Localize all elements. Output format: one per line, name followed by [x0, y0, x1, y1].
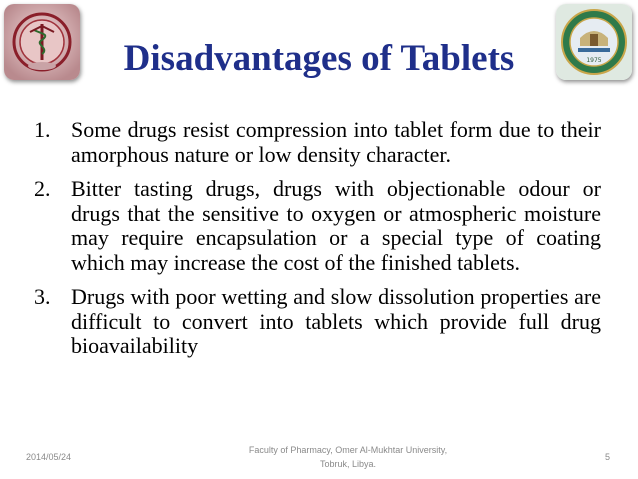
list-item-number: 2. [34, 176, 51, 201]
list-item-number: 3. [34, 284, 51, 309]
footer-institution-line1: Faculty of Pharmacy, Omer Al-Mukhtar University, [248, 445, 448, 455]
seal-year: 1975 [586, 57, 602, 64]
list-item-text: Bitter tasting drugs, drugs with objectionable odour or drugs that the sensitive to oxygen or atmospheric moisture may require encapsulation or a special type of coating which may increase the cost of the finished tablets. [71, 176, 601, 275]
list-item-text: Some drugs resist compression into tablet form due to their amorphous nature or low density character. [71, 117, 601, 167]
footer-institution [220, 443, 476, 471]
list-item [34, 177, 601, 275]
footer-date: 2014/05/24 [26, 452, 72, 462]
footer-institution-line2: Tobruk, Libya. [319, 459, 377, 469]
pharmacy-faculty-logo [4, 4, 80, 80]
list-item-number: 1. [34, 117, 51, 142]
university-seal-icon [556, 4, 632, 80]
list-item-text: Drugs with poor wetting and slow dissolution properties are difficult to convert into tablets which provide full drug bioavailability [71, 284, 601, 358]
page-number: 5 [604, 452, 610, 462]
pharmacy-emblem-icon [4, 4, 80, 80]
slide-title: Disadvantages of Tablets [123, 38, 515, 79]
university-seal-logo [556, 4, 632, 80]
list-item [34, 118, 601, 167]
disadvantages-list [34, 118, 601, 369]
list-item [34, 285, 601, 359]
